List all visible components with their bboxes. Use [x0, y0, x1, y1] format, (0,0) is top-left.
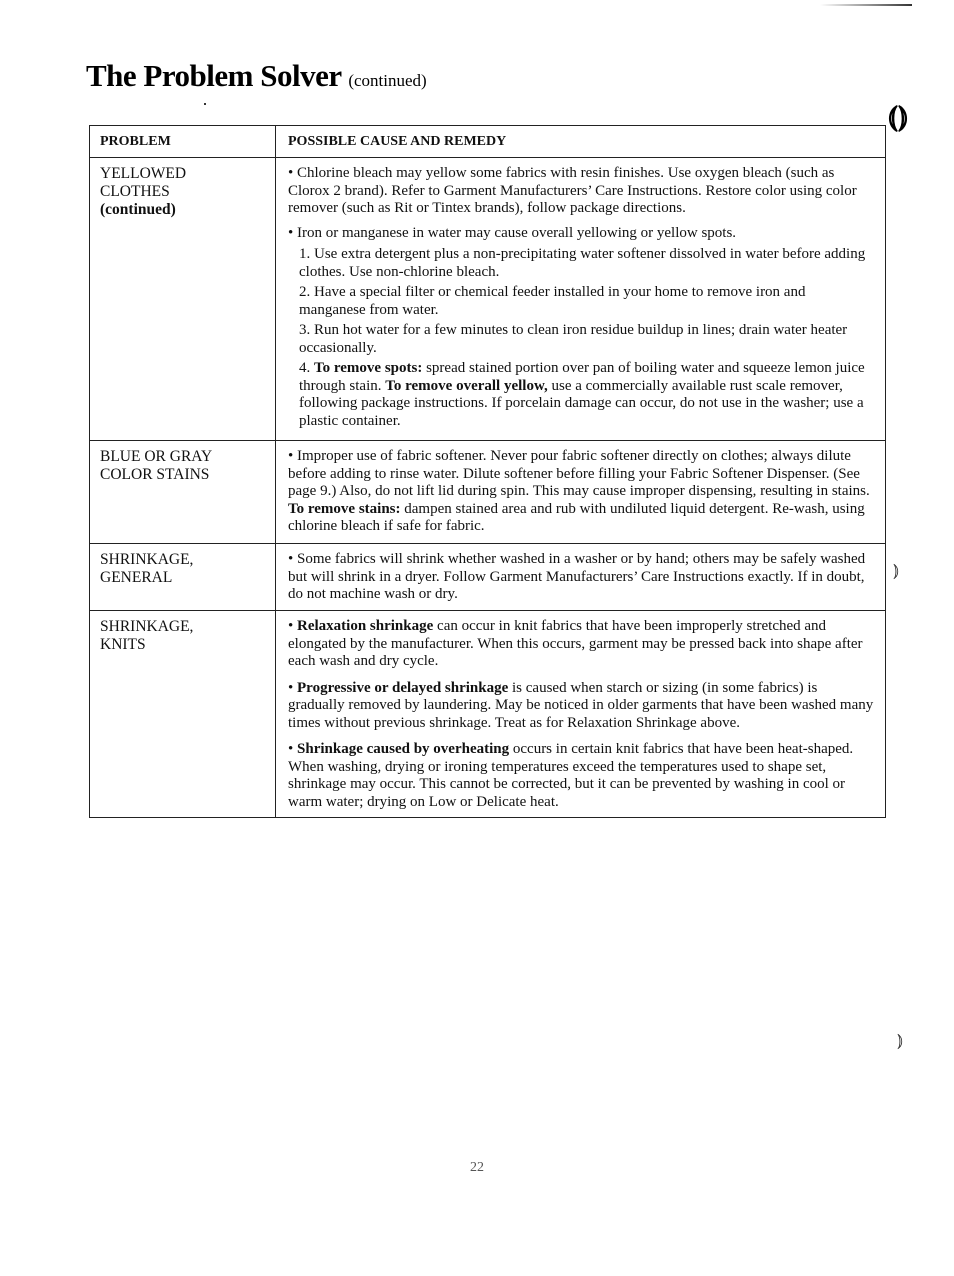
problem-line: KNITS: [100, 636, 146, 653]
remedy-paragraph: [288, 741, 875, 811]
scan-speck: [204, 103, 206, 105]
remedy-text: can occur in knit fabrics that have been improperly stretched and elongated by the manufacturer. When this occurs, garment may be pressed back into shape after each wash and dry cycle.: [288, 618, 863, 669]
remedy-cell: [276, 158, 885, 440]
problem-cell: [90, 441, 276, 543]
remedy-text: is caused when starch or sizing (in some fabrics) is gradually removed by laundering. May be noticed in older garments that have been washed many times without previous shrinkage. Treat as for Relaxation Shrinkage above.: [288, 679, 874, 731]
remedy-step: [288, 360, 875, 430]
page-title-text: The Problem Solver: [86, 58, 342, 93]
problem-cell: [90, 611, 276, 817]
bullet: •: [288, 679, 298, 696]
table-header-row: [90, 126, 885, 157]
problem-cell: [90, 158, 276, 440]
step-number: 4.: [299, 360, 314, 376]
remedy-step: 3. Run hot water for a few minutes to clean iron residue buildup in lines; drain water heater occasionally.: [299, 322, 848, 356]
page-title-continued: (continued): [348, 71, 427, 90]
remedy-paragraph: [288, 618, 875, 671]
remedy-paragraph: [288, 448, 875, 536]
problem-line: (continued): [100, 201, 176, 218]
problem-line: GENERAL: [100, 569, 173, 586]
page-title: [86, 58, 427, 94]
binding-mark-icon: ⦆: [897, 1030, 903, 1050]
step-text: spread stained portion over pan of boiling water and squeeze lemon juice through stain.: [299, 360, 865, 394]
problem-cell: [90, 544, 276, 610]
remedy-cell: [276, 611, 885, 817]
remedy-cell: [276, 544, 885, 610]
table-row: [90, 440, 885, 543]
problem-line: CLOTHES: [100, 183, 170, 200]
problem-line: BLUE OR GRAY: [100, 448, 213, 465]
bold-phrase: Relaxation shrinkage: [297, 618, 434, 634]
problem-line: SHRINKAGE,: [100, 618, 194, 635]
step-text: use a commercially available rust scale remover, following package instructions. If porcelain damage can occur, do not use in the washer; use a plastic container.: [299, 377, 864, 429]
remedy-text: occurs in certain knit fabrics that have been heat-shaped. When washing, drying or ironing temperatures exceed the temperatures used to shape set, shrinkage may occur. This cannot be corrected, but it can be prevented by washing in cool or warm water; drying on Low or Delicate heat.: [288, 741, 854, 810]
remedy-paragraph: [288, 680, 875, 733]
bold-phrase: To remove spots:: [314, 360, 423, 376]
remedy-paragraph: • Iron or manganese in water may cause overall yellowing or yellow spots.: [288, 224, 737, 241]
remedy-text: dampen stained area and rub with undiluted liquid detergent. Re-wash, using chlorine bleach if safe for fabric.: [288, 500, 865, 534]
bullet: •: [288, 618, 298, 634]
remedy-step: 2. Have a special filter or chemical feeder installed in your home to remove iron and manganese from water.: [299, 284, 806, 318]
problem-solver-table: [89, 125, 886, 818]
remedy-paragraph: • Some fabrics will shrink whether washed in a washer or by hand; others may be safely washed but will shrink in a dryer. Follow Garment Manufacturers’ Care Instructions exactly. If in doubt, do not machine wash or dry.: [288, 551, 866, 602]
problem-line: SHRINKAGE,: [100, 551, 194, 568]
remedy-text: • Improper use of fabric softener. Never pour fabric softener directly on clothes; always dilute before adding to rinse water. Dilute softener before filling your Fabric Softener Dispenser. (See page 9.) Also, do not lift lid during spin. This may cause improper dispensing, resulting in stains.: [288, 448, 870, 499]
table-row: [90, 157, 885, 440]
bold-phrase: Progressive or delayed shrinkage: [297, 679, 509, 696]
binding-mark-icon: ⦆: [893, 560, 899, 580]
bold-phrase: To remove overall yellow,: [385, 377, 548, 394]
table-row: [90, 543, 885, 610]
bold-phrase: Shrinkage caused by overheating: [297, 741, 510, 757]
remedy-paragraph: • Chlorine bleach may yellow some fabrics with resin finishes. Use oxygen bleach (such as Clorox 2 brand). Refer to Garment Manufacturers’ Care Instructions. Restore color using color remover (such as Rit or Tintex brands), follow package directions.: [288, 165, 857, 216]
remedy-cell: [276, 441, 885, 543]
column-header-problem: PROBLEM: [90, 126, 276, 157]
page-number: 22: [470, 1160, 484, 1175]
bold-phrase: To remove stains:: [288, 500, 401, 517]
column-header-remedy: POSSIBLE CAUSE AND REMEDY: [288, 134, 507, 149]
problem-line: COLOR STAINS: [100, 466, 210, 483]
table-row: [90, 610, 885, 817]
remedy-step: 1. Use extra detergent plus a non-precipitating water softener dissolved in water before adding clothes. Use non-chlorine bleach.: [299, 246, 866, 280]
problem-line: YELLOWED: [100, 165, 187, 182]
scan-artifact-line: [820, 4, 912, 6]
binding-mark-icon: ⦅⦆: [888, 100, 908, 133]
bullet: •: [288, 741, 298, 757]
